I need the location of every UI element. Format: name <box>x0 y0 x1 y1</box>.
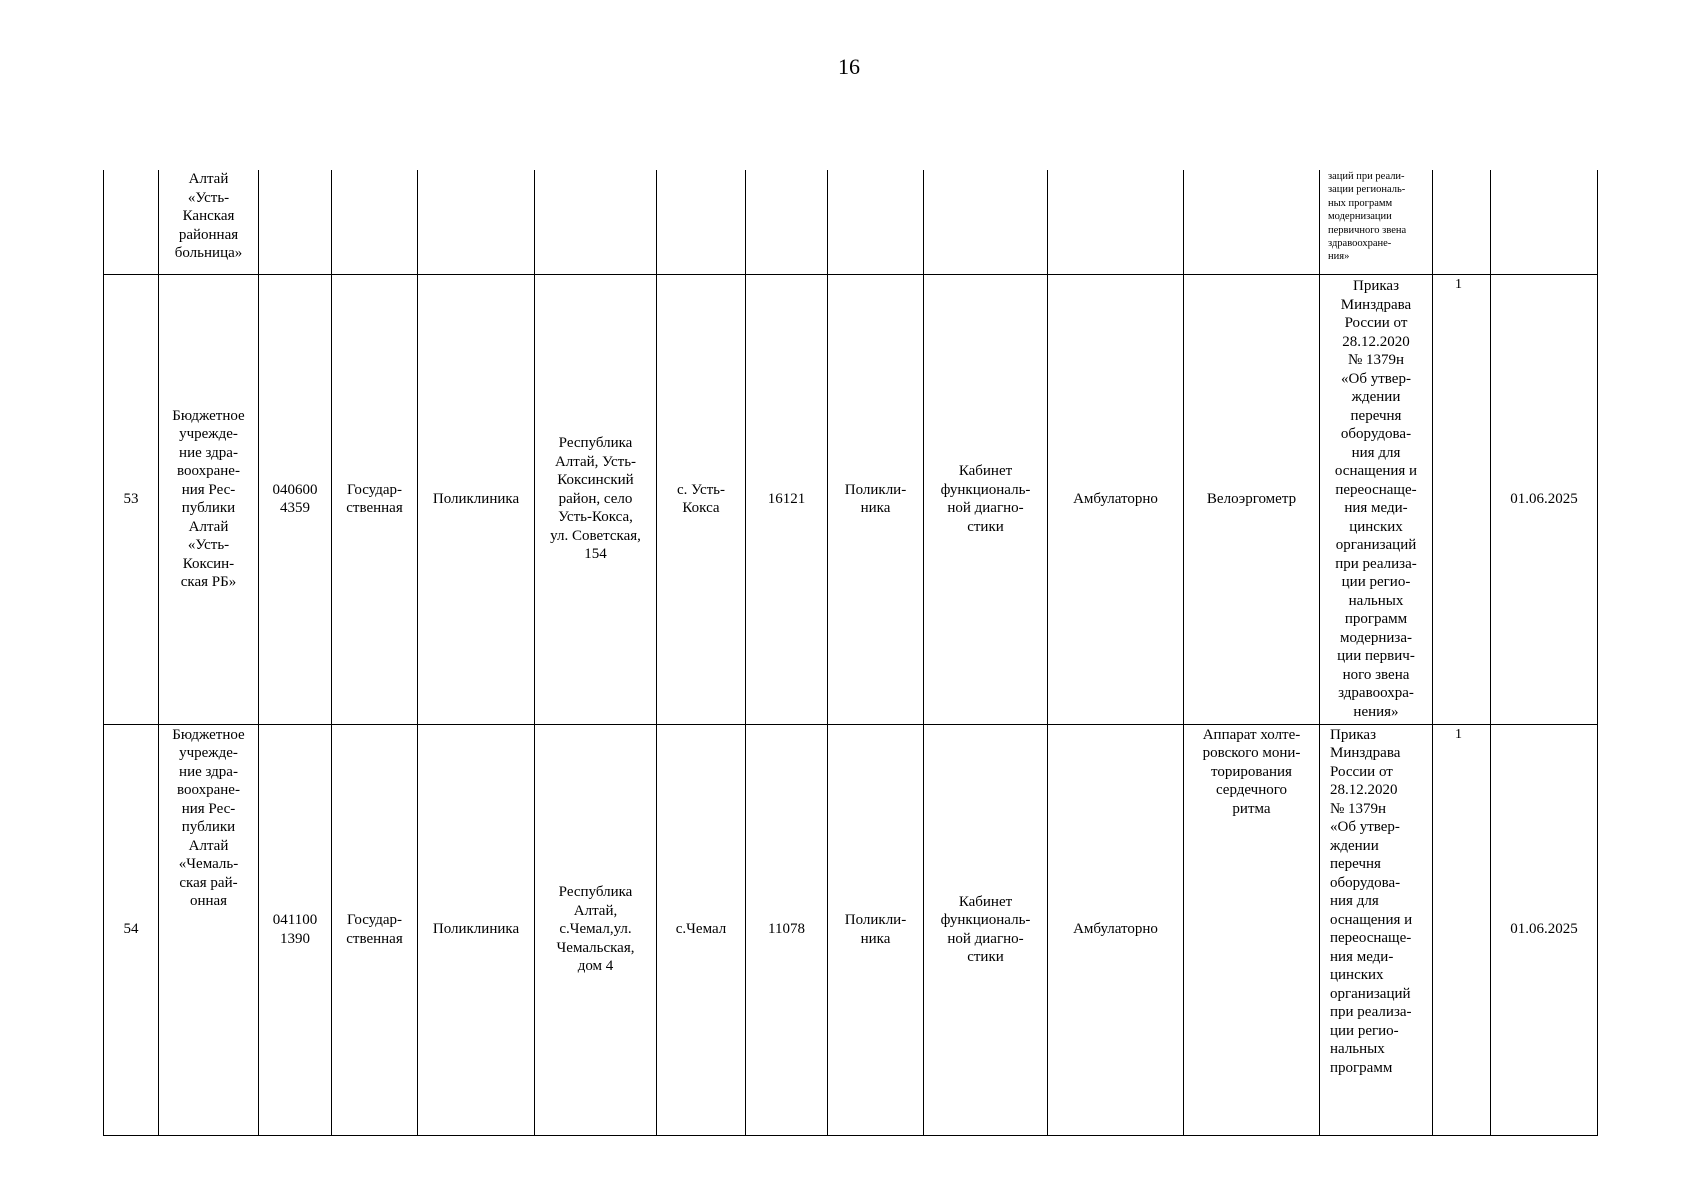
cell-facility-type: Поликлиника <box>418 724 535 1135</box>
cell-settlement: с. Усть- Кокса <box>657 274 746 724</box>
cell-row-number: 53 <box>104 274 159 724</box>
cell-address <box>535 170 657 274</box>
cell-quantity: 1 <box>1433 724 1491 1135</box>
table-row <box>104 724 1598 1135</box>
cell-address: Республика Алтай, Усть- Коксинский район, село Усть-Кокса, ул. Советская, 154 <box>535 274 657 724</box>
cell-equipment: Аппарат холте- ровского мони- торирования сердечного ритма <box>1184 724 1320 1135</box>
cell-date: 01.06.2025 <box>1491 724 1598 1135</box>
page-number: 16 <box>838 54 860 79</box>
cell-ownership <box>332 170 418 274</box>
cell-population <box>746 170 828 274</box>
cell-equipment: Велоэргометр <box>1184 274 1320 724</box>
cell-date: 01.06.2025 <box>1491 274 1598 724</box>
cell-settlement: с.Чемал <box>657 724 746 1135</box>
cell-row-number: 54 <box>104 724 159 1135</box>
cell-institution: Алтай «Усть- Канская районная больница» <box>159 170 259 274</box>
table-row-continuation <box>104 170 1598 274</box>
cell-room: Кабинет функциональ- ной диагно- стики <box>924 274 1048 724</box>
cell-unit <box>828 170 924 274</box>
cell-facility-type <box>418 170 535 274</box>
cell-code: 041100 1390 <box>259 724 332 1135</box>
cell-care-form: Амбулаторно <box>1048 274 1184 724</box>
cell-quantity: 1 <box>1433 274 1491 724</box>
cell-care-form <box>1048 170 1184 274</box>
cell-code <box>259 170 332 274</box>
cell-row-number <box>104 170 159 274</box>
cell-institution: Бюджетное учрежде- ние здра- воохране- ния Рес- публики Алтай «Чемаль- ская рай- онная <box>159 724 259 1135</box>
cell-ownership: Государ- ственная <box>332 724 418 1135</box>
cell-ownership: Государ- ственная <box>332 274 418 724</box>
cell-quantity <box>1433 170 1491 274</box>
cell-room <box>924 170 1048 274</box>
cell-basis: Приказ Минздрава России от 28.12.2020 № 1379н «Об утвер- ждении перечня оборудова- ния для оснащения и переоснаще- ния меди- цинских организаций при реализа- ции регио- нальных программ <box>1320 724 1433 1135</box>
cell-address: Республика Алтай, с.Чемал,ул. Чемальская, дом 4 <box>535 724 657 1135</box>
cell-code: 040600 4359 <box>259 274 332 724</box>
table-row <box>104 274 1598 724</box>
cell-population: 11078 <box>746 724 828 1135</box>
cell-facility-type: Поликлиника <box>418 274 535 724</box>
cell-population: 16121 <box>746 274 828 724</box>
cell-date <box>1491 170 1598 274</box>
cell-equipment <box>1184 170 1320 274</box>
cell-settlement <box>657 170 746 274</box>
cell-room: Кабинет функциональ- ной диагно- стики <box>924 724 1048 1135</box>
cell-basis: заций при реали- зации региональ- ных программ модернизации первичного звена здравоохране- ния» <box>1320 170 1433 274</box>
cell-basis: Приказ Минздрава России от 28.12.2020 № 1379н «Об утвер- ждении перечня оборудова- ния для оснащения и переоснаще- ния меди- цинских организаций при реализа- ции регио- нальных программ модерниза- ции первич- ного звена здравоохра- нения» <box>1320 274 1433 724</box>
cell-unit: Поликли- ника <box>828 274 924 724</box>
cell-institution: Бюджетное учрежде- ние здра- воохране- ния Рес- публики Алтай «Усть- Коксин- ская РБ» <box>159 274 259 724</box>
cell-unit: Поликли- ника <box>828 724 924 1135</box>
cell-care-form: Амбулаторно <box>1048 724 1184 1135</box>
equipment-register-table <box>103 170 1598 1136</box>
